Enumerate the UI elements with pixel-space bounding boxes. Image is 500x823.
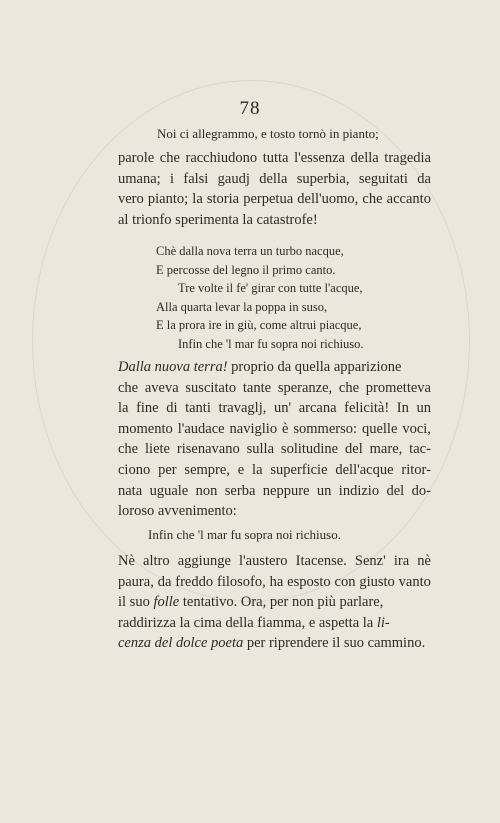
text-line: nata uguale non serba neppure un indizio del do- — [118, 482, 431, 499]
text-line: che aveva suscitato tante speranze, che prometteva — [118, 379, 431, 396]
text-line: parole che racchiudono tutta l'essenza della tragedia — [118, 150, 431, 166]
verse-block — [156, 242, 364, 353]
text-line: al trionfo sperimenta la catastrofe! — [118, 211, 318, 228]
text-line: paura, da freddo filosofo, ha esposto con giusto vanto — [118, 573, 431, 590]
quoted-verse-line: Infin che 'l mar fu sopra noi richiuso. — [148, 527, 341, 542]
text-line: la fine di tanti travaglj, un' arcana felicità! In un — [118, 400, 431, 417]
verse-line: Infin che 'l mar fu sopra noi richiuso. — [178, 336, 364, 351]
verse-line: E percosse del legno il primo canto. — [156, 262, 336, 277]
text-line: momento l'audace naviglio è sommerso: quelle voci, — [118, 420, 431, 437]
verse-line: Tre volte il fe' girar con tutte l'acque, — [178, 281, 363, 295]
italic-word: li- — [376, 614, 390, 631]
text-line: il suo folle tentativo. Ora, per non più parlare, — [118, 592, 431, 613]
verse-line: E la prora ire in giù, come altrui piacque, — [156, 318, 362, 332]
text-line: raddirizza la cima della fiamma, e aspetta la li- — [118, 613, 431, 634]
page-number: 78 — [239, 98, 261, 119]
intro-verse-line: Noi ci allegrammo, e tosto tornò in pianto; — [157, 126, 379, 141]
italic-phrase: cenza del dolce poeta — [118, 635, 244, 652]
italic-word: folle — [153, 594, 180, 611]
paragraph-2 — [118, 357, 431, 522]
text-line: Nè altro aggiunge l'austero Itacense. Senz' ira nè — [118, 553, 431, 569]
verse-line: Chè dalla nova terra un turbo nacque, — [156, 244, 344, 258]
italic-phrase: Dalla nuova terra! — [118, 359, 228, 375]
text-line: ciono per sempre, e la superficie dell'acque ritor- — [118, 461, 431, 478]
text-line: vero pianto; la storia perpetua dell'uomo, che accanto — [118, 191, 431, 207]
verse-line: Alla quarta levar la poppa in suso, — [156, 299, 328, 314]
text-line: che liete risenavano sulla solitudine del mare, tac- — [118, 441, 431, 458]
text-line: Dalla nuova terra! proprio da quella apparizione — [118, 357, 431, 378]
text-line: cenza del dolce poeta per riprendere il suo cammino. — [118, 633, 431, 654]
text-line: loroso avvenimento: — [118, 503, 237, 520]
paragraph-1 — [118, 148, 431, 230]
paragraph-3 — [118, 551, 431, 654]
text-line: umana; i falsi gaudj della superbia, seguitati da — [118, 170, 431, 187]
